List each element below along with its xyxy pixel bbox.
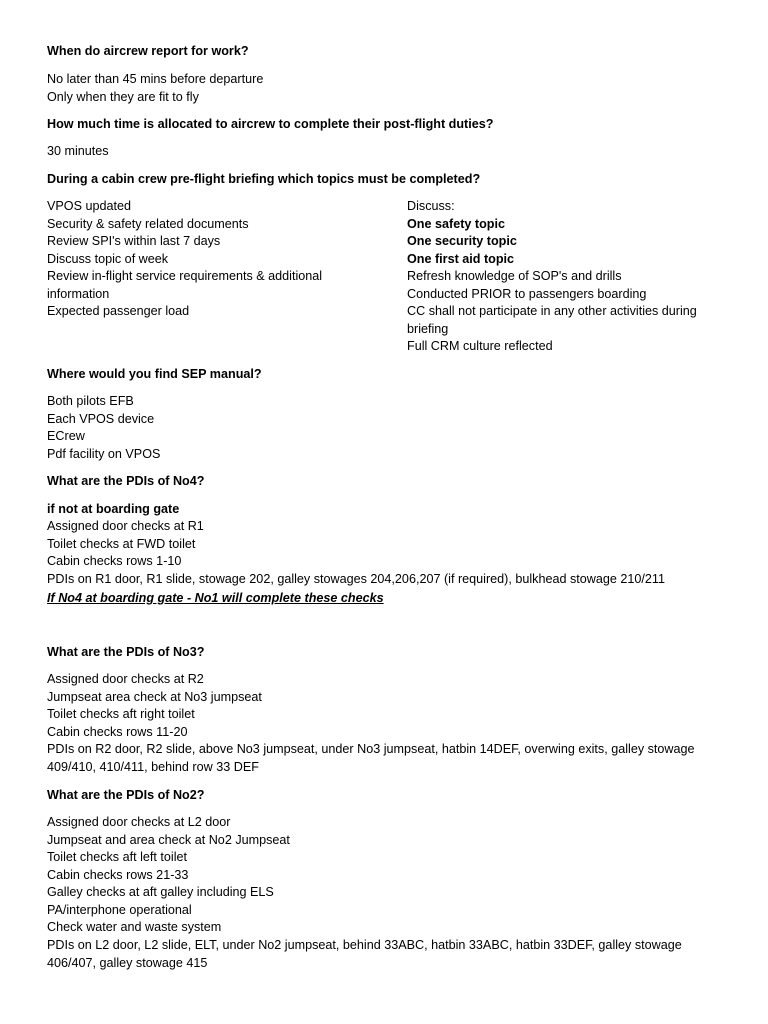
briefing-left-item: Expected passenger load <box>47 304 190 318</box>
briefing-left-item: information <box>47 287 110 301</box>
answer-line: Toilet checks aft right toilet <box>47 707 195 721</box>
answer-line: PA/interphone operational <box>47 903 192 917</box>
answer-line: No later than 45 mins before departure <box>47 72 264 86</box>
answer-line: Assigned door checks at L2 door <box>47 815 231 829</box>
briefing-left-item: Discuss topic of week <box>47 252 169 266</box>
answer-line: Galley checks at aft galley including ELS <box>47 885 274 899</box>
answer-line: Cabin checks rows 1-10 <box>47 554 182 568</box>
answer-line: Cabin checks rows 21-33 <box>47 868 189 882</box>
briefing-left-item: Review SPI's within last 7 days <box>47 234 221 248</box>
question-sep-manual: Where would you find SEP manual? <box>47 367 262 381</box>
answer-line: Only when they are fit to fly <box>47 90 199 104</box>
answer-line: Both pilots EFB <box>47 394 134 408</box>
answer-line: Toilet checks at FWD toilet <box>47 537 196 551</box>
note-line: If No4 at boarding gate - No1 will complete these checks <box>47 591 384 605</box>
answer-line: Assigned door checks at R2 <box>47 672 204 686</box>
briefing-right-item-bold: One security topic <box>407 234 517 248</box>
question-pdis-no3: What are the PDIs of No3? <box>47 645 205 659</box>
question-report-time: When do aircrew report for work? <box>47 44 249 58</box>
briefing-right-item-bold: One first aid topic <box>407 252 515 266</box>
briefing-right-item: Refresh knowledge of SOP's and drills <box>407 269 622 283</box>
briefing-right-item: briefing <box>407 322 449 336</box>
question-post-flight-time: How much time is allocated to aircrew to complete their post-flight duties? <box>47 117 494 131</box>
briefing-left-item: VPOS updated <box>47 199 132 213</box>
answer-line: PDIs on L2 door, L2 slide, ELT, under No2 jumpseat, behind 33ABC, hatbin 33ABC, hatbin 33DEF, galley stowage <box>47 938 682 952</box>
answer-line: 30 minutes <box>47 144 109 158</box>
subheading: if not at boarding gate <box>47 502 180 516</box>
briefing-right-item: Discuss: <box>407 199 455 213</box>
briefing-left-item: Security & safety related documents <box>47 217 249 231</box>
answer-line: Cabin checks rows 11-20 <box>47 725 188 739</box>
answer-line: Toilet checks aft left toilet <box>47 850 187 864</box>
answer-line: Pdf facility on VPOS <box>47 447 161 461</box>
question-pdis-no4: What are the PDIs of No4? <box>47 474 205 488</box>
answer-line: Each VPOS device <box>47 412 155 426</box>
answer-line: ECrew <box>47 429 85 443</box>
briefing-left-item: Review in-flight service requirements & additional <box>47 269 323 283</box>
answer-line: Assigned door checks at R1 <box>47 519 204 533</box>
answer-line: Check water and waste system <box>47 920 222 934</box>
briefing-right-item: Conducted PRIOR to passengers boarding <box>407 287 647 301</box>
answer-line: Jumpseat and area check at No2 Jumpseat <box>47 833 290 847</box>
briefing-right-item: CC shall not participate in any other activities during <box>407 304 697 318</box>
answer-line: 406/407, galley stowage 415 <box>47 956 208 970</box>
answer-line: 409/410, 410/411, behind row 33 DEF <box>47 760 259 774</box>
question-briefing-topics: During a cabin crew pre-flight briefing which topics must be completed? <box>47 172 481 186</box>
question-pdis-no2: What are the PDIs of No2? <box>47 788 205 802</box>
briefing-right-item: Full CRM culture reflected <box>407 339 553 353</box>
answer-line: PDIs on R2 door, R2 slide, above No3 jumpseat, under No3 jumpseat, hatbin 14DEF, overwing exits, galley stowage <box>47 742 695 756</box>
briefing-right-item-bold: One safety topic <box>407 217 505 231</box>
answer-line: PDIs on R1 door, R1 slide, stowage 202, galley stowages 204,206,207 (if required), bulkhead stowage 210/211 <box>47 572 665 586</box>
answer-line: Jumpseat area check at No3 jumpseat <box>47 690 262 704</box>
